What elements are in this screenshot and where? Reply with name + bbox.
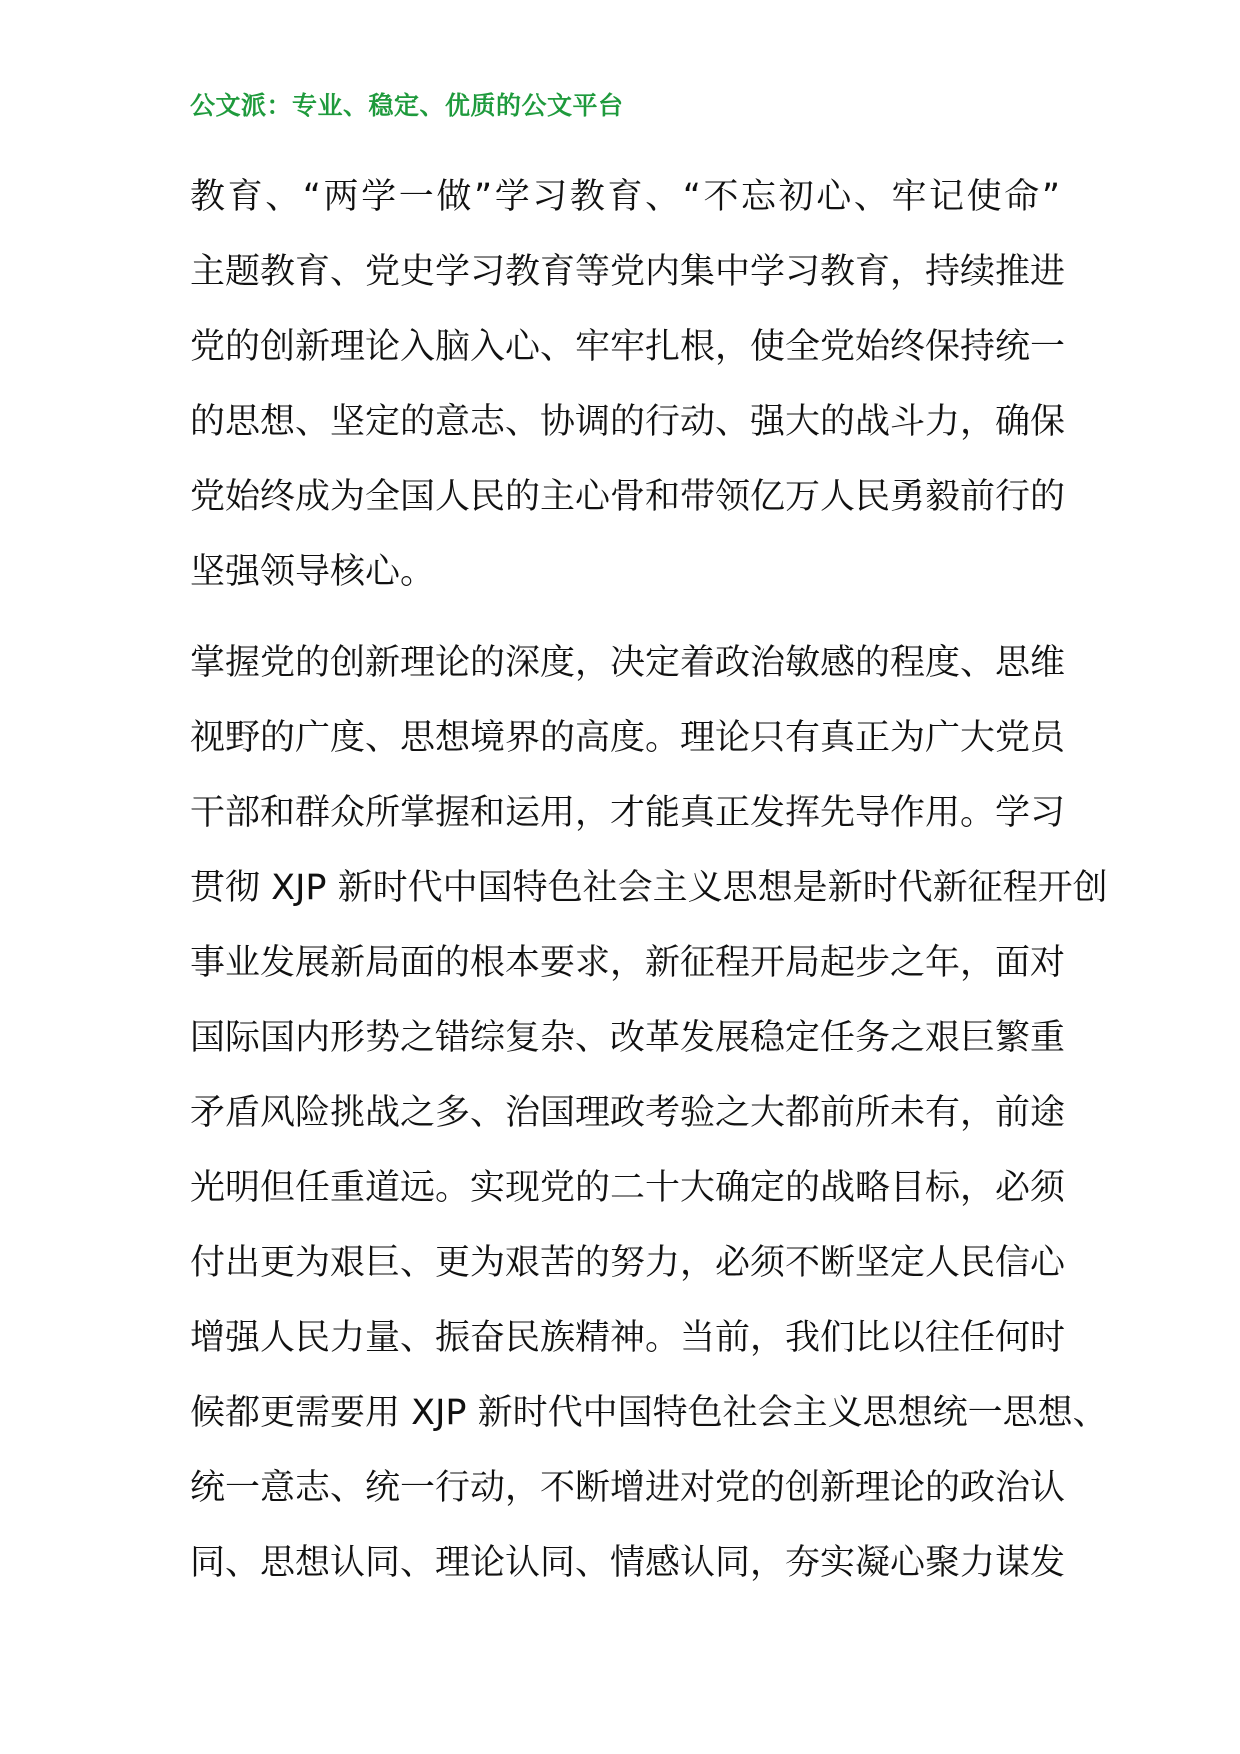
paragraph-line: 教育、“两学一做”学习教育、“不忘初心、牢记使命” bbox=[190, 177, 1060, 217]
paragraph-line: 光明但任重道远。实现党的二十大确定的战略目标，必须 bbox=[190, 1168, 1066, 1208]
paragraph-line: 的思想、坚定的意志、协调的行动、强大的战斗力，确保 bbox=[190, 402, 1066, 442]
paragraph-line: 干部和群众所掌握和运用，才能真正发挥先导作用。学习 bbox=[190, 793, 1066, 833]
paragraph-line: 付出更为艰巨、更为艰苦的努力，必须不断坚定人民信心 bbox=[190, 1243, 1066, 1283]
paragraph-line: 候都更需要用 XJP 新时代中国特色社会主义思想统一思想、 bbox=[190, 1393, 1108, 1433]
paragraph-line: 掌握党的创新理论的深度，决定着政治敏感的程度、思维 bbox=[190, 643, 1066, 683]
paragraph-line: 事业发展新局面的根本要求，新征程开局起步之年，面对 bbox=[190, 943, 1066, 983]
paragraph-line: 矛盾风险挑战之多、治国理政考验之大都前所未有，前途 bbox=[190, 1093, 1066, 1133]
paragraph-line: 主题教育、党史学习教育等党内集中学习教育，持续推进 bbox=[190, 252, 1066, 292]
paragraph-1 bbox=[190, 160, 1066, 610]
paragraph-line: 国际国内形势之错综复杂、改革发展稳定任务之艰巨繁重 bbox=[190, 1018, 1066, 1058]
paragraph-line: 增强人民力量、振奋民族精神。当前，我们比以往任何时 bbox=[190, 1318, 1066, 1358]
paragraph-line: 党的创新理论入脑入心、牢牢扎根，使全党始终保持统一 bbox=[190, 327, 1066, 367]
paragraph-line: 同、思想认同、理论认同、情感认同，夯实凝心聚力谋发 bbox=[190, 1543, 1066, 1583]
paragraph-line: 视野的广度、思想境界的高度。理论只有真正为广大党员 bbox=[190, 718, 1066, 758]
paragraph-line: 坚强领导核心。 bbox=[190, 552, 436, 592]
paragraph-line: 党始终成为全国人民的主心骨和带领亿万人民勇毅前行的 bbox=[190, 477, 1066, 517]
site-header-title: 公文派：专业、稳定、优质的公文平台 bbox=[190, 91, 624, 120]
paragraph-line: 统一意志、统一行动，不断增进对党的创新理论的政治认 bbox=[190, 1468, 1066, 1508]
paragraph-2 bbox=[190, 626, 1108, 1601]
paragraph-line: 贯彻 XJP 新时代中国特色社会主义思想是新时代新征程开创 bbox=[190, 868, 1108, 908]
